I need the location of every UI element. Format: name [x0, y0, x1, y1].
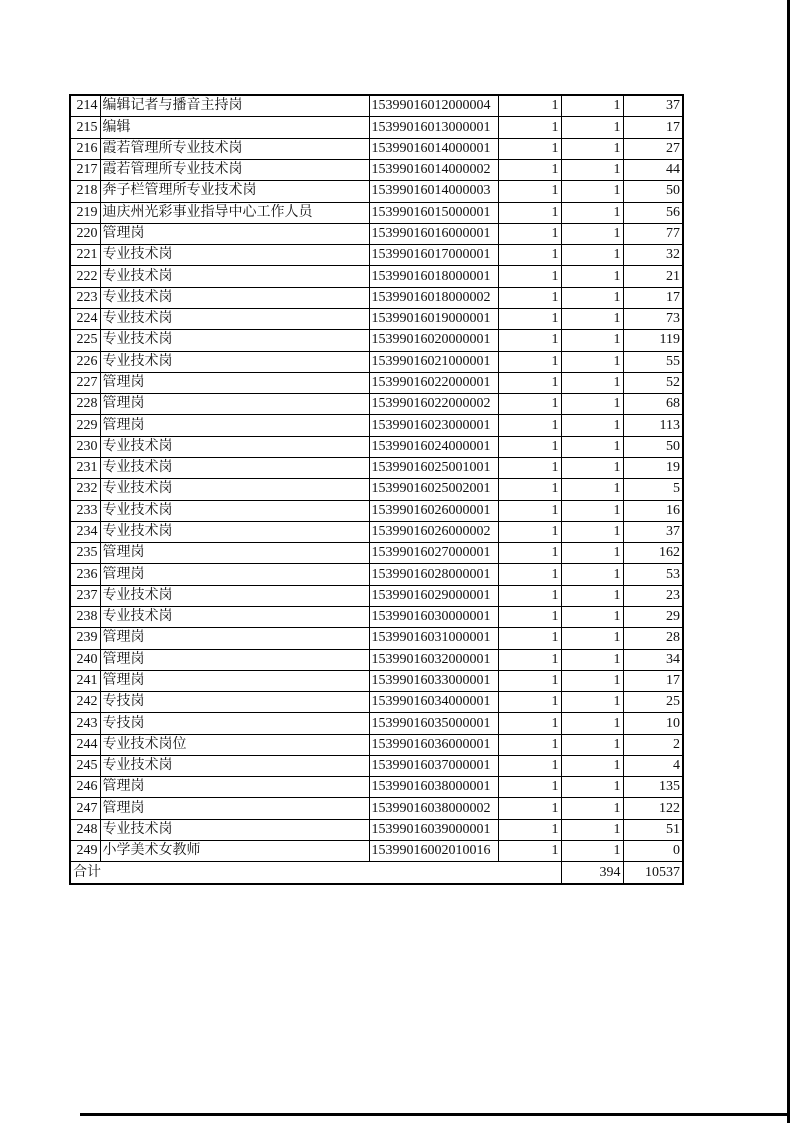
value2-cell: 1 — [561, 457, 623, 478]
position-code-cell: 15399016026000001 — [369, 500, 498, 521]
position-name-cell: 管理岗 — [100, 415, 369, 436]
row-number-cell: 236 — [70, 564, 100, 585]
position-name-cell: 霞若管理所专业技术岗 — [100, 160, 369, 181]
position-name-cell: 管理岗 — [100, 223, 369, 244]
table-row — [70, 521, 683, 542]
value2-cell: 1 — [561, 436, 623, 457]
row-number-cell: 215 — [70, 117, 100, 138]
total-row — [70, 862, 683, 884]
table-row — [70, 798, 683, 819]
row-number-cell: 233 — [70, 500, 100, 521]
table-row — [70, 628, 683, 649]
value1-cell: 1 — [498, 670, 561, 691]
table-row — [70, 309, 683, 330]
position-name-cell: 专业技术岗位 — [100, 734, 369, 755]
value3-cell: 73 — [623, 309, 683, 330]
position-code-cell: 15399016013000001 — [369, 117, 498, 138]
value1-cell: 1 — [498, 755, 561, 776]
value3-cell: 10 — [623, 713, 683, 734]
table-row — [70, 755, 683, 776]
row-number-cell: 217 — [70, 160, 100, 181]
value2-cell: 1 — [561, 713, 623, 734]
table-row — [70, 330, 683, 351]
value2-cell: 1 — [561, 394, 623, 415]
value1-cell: 1 — [498, 521, 561, 542]
value2-cell: 1 — [561, 543, 623, 564]
value3-cell: 4 — [623, 755, 683, 776]
position-code-cell: 15399016014000002 — [369, 160, 498, 181]
value3-cell: 17 — [623, 117, 683, 138]
position-code-cell: 15399016020000001 — [369, 330, 498, 351]
value3-cell: 2 — [623, 734, 683, 755]
position-code-cell: 15399016015000001 — [369, 202, 498, 223]
position-name-cell: 小学美术女教师 — [100, 841, 369, 862]
position-code-cell: 15399016033000001 — [369, 670, 498, 691]
value1-cell: 1 — [498, 479, 561, 500]
value3-cell: 77 — [623, 223, 683, 244]
position-code-cell: 15399016026000002 — [369, 521, 498, 542]
row-number-cell: 243 — [70, 713, 100, 734]
value3-cell: 56 — [623, 202, 683, 223]
table-row — [70, 287, 683, 308]
row-number-cell: 232 — [70, 479, 100, 500]
value1-cell: 1 — [498, 160, 561, 181]
position-code-cell: 15399016038000001 — [369, 777, 498, 798]
value3-cell: 122 — [623, 798, 683, 819]
position-name-cell: 管理岗 — [100, 394, 369, 415]
row-number-cell: 238 — [70, 606, 100, 627]
row-number-cell: 221 — [70, 245, 100, 266]
value2-cell: 1 — [561, 415, 623, 436]
value1-cell: 1 — [498, 543, 561, 564]
position-name-cell: 专业技术岗 — [100, 287, 369, 308]
value2-cell: 1 — [561, 202, 623, 223]
value2-cell: 1 — [561, 649, 623, 670]
row-number-cell: 248 — [70, 819, 100, 840]
table-row — [70, 479, 683, 500]
table-body — [70, 95, 683, 884]
row-number-cell: 222 — [70, 266, 100, 287]
value1-cell: 1 — [498, 266, 561, 287]
table-row — [70, 160, 683, 181]
table-row — [70, 266, 683, 287]
position-name-cell: 编辑 — [100, 117, 369, 138]
value3-cell: 17 — [623, 287, 683, 308]
position-code-cell: 15399016018000002 — [369, 287, 498, 308]
position-name-cell: 专业技术岗 — [100, 606, 369, 627]
value1-cell: 1 — [498, 436, 561, 457]
position-code-cell: 15399016014000003 — [369, 181, 498, 202]
position-code-cell: 15399016022000001 — [369, 372, 498, 393]
value1-cell: 1 — [498, 287, 561, 308]
table-row — [70, 138, 683, 159]
position-code-cell: 15399016030000001 — [369, 606, 498, 627]
table-row — [70, 606, 683, 627]
table-row — [70, 841, 683, 862]
value1-cell: 1 — [498, 777, 561, 798]
position-code-cell: 15399016018000001 — [369, 266, 498, 287]
value3-cell: 5 — [623, 479, 683, 500]
position-name-cell: 专业技术岗 — [100, 500, 369, 521]
value3-cell: 119 — [623, 330, 683, 351]
table-row — [70, 734, 683, 755]
value1-cell: 1 — [498, 606, 561, 627]
position-code-cell: 15399016016000001 — [369, 223, 498, 244]
table-row — [70, 692, 683, 713]
value3-cell: 37 — [623, 521, 683, 542]
table-row — [70, 819, 683, 840]
value3-cell: 23 — [623, 585, 683, 606]
value2-cell: 1 — [561, 245, 623, 266]
value3-cell: 113 — [623, 415, 683, 436]
total-positions-cell: 394 — [561, 862, 623, 884]
table-row — [70, 436, 683, 457]
positions-table — [69, 94, 684, 885]
total-applicants-cell: 10537 — [623, 862, 683, 884]
value1-cell: 1 — [498, 415, 561, 436]
position-name-cell: 专业技术岗 — [100, 330, 369, 351]
value3-cell: 34 — [623, 649, 683, 670]
value2-cell: 1 — [561, 287, 623, 308]
value2-cell: 1 — [561, 372, 623, 393]
table-row — [70, 777, 683, 798]
value1-cell: 1 — [498, 734, 561, 755]
table-row — [70, 564, 683, 585]
position-name-cell: 霞若管理所专业技术岗 — [100, 138, 369, 159]
value1-cell: 1 — [498, 223, 561, 244]
position-code-cell: 15399016034000001 — [369, 692, 498, 713]
value3-cell: 52 — [623, 372, 683, 393]
value2-cell: 1 — [561, 734, 623, 755]
value3-cell: 25 — [623, 692, 683, 713]
value1-cell: 1 — [498, 394, 561, 415]
value3-cell: 27 — [623, 138, 683, 159]
row-number-cell: 219 — [70, 202, 100, 223]
value3-cell: 16 — [623, 500, 683, 521]
value2-cell: 1 — [561, 755, 623, 776]
position-name-cell: 管理岗 — [100, 649, 369, 670]
row-number-cell: 246 — [70, 777, 100, 798]
position-name-cell: 管理岗 — [100, 777, 369, 798]
position-code-cell: 15399016036000001 — [369, 734, 498, 755]
row-number-cell: 228 — [70, 394, 100, 415]
table-row — [70, 223, 683, 244]
position-code-cell: 15399016019000001 — [369, 309, 498, 330]
row-number-cell: 244 — [70, 734, 100, 755]
row-number-cell: 237 — [70, 585, 100, 606]
value1-cell: 1 — [498, 309, 561, 330]
position-name-cell: 专业技术岗 — [100, 266, 369, 287]
row-number-cell: 230 — [70, 436, 100, 457]
value1-cell: 1 — [498, 841, 561, 862]
value1-cell: 1 — [498, 117, 561, 138]
value1-cell: 1 — [498, 500, 561, 521]
position-name-cell: 管理岗 — [100, 798, 369, 819]
value2-cell: 1 — [561, 777, 623, 798]
value1-cell: 1 — [498, 245, 561, 266]
row-number-cell: 220 — [70, 223, 100, 244]
row-number-cell: 235 — [70, 543, 100, 564]
position-name-cell: 专业技术岗 — [100, 245, 369, 266]
row-number-cell: 231 — [70, 457, 100, 478]
position-name-cell: 专业技术岗 — [100, 521, 369, 542]
position-name-cell: 专业技术岗 — [100, 819, 369, 840]
table-row — [70, 95, 683, 117]
position-name-cell: 专业技术岗 — [100, 585, 369, 606]
value2-cell: 1 — [561, 628, 623, 649]
row-number-cell: 224 — [70, 309, 100, 330]
value3-cell: 29 — [623, 606, 683, 627]
page-scan-edge-right — [787, 0, 790, 1123]
value1-cell: 1 — [498, 202, 561, 223]
position-name-cell: 管理岗 — [100, 564, 369, 585]
value3-cell: 21 — [623, 266, 683, 287]
value3-cell: 55 — [623, 351, 683, 372]
table-row — [70, 117, 683, 138]
value2-cell: 1 — [561, 223, 623, 244]
value2-cell: 1 — [561, 500, 623, 521]
value3-cell: 53 — [623, 564, 683, 585]
table-row — [70, 415, 683, 436]
page-scan-edge-bottom — [80, 1113, 790, 1116]
position-code-cell: 15399016012000004 — [369, 95, 498, 117]
value1-cell: 1 — [498, 819, 561, 840]
value2-cell: 1 — [561, 309, 623, 330]
position-code-cell: 15399016021000001 — [369, 351, 498, 372]
value1-cell: 1 — [498, 628, 561, 649]
value2-cell: 1 — [561, 606, 623, 627]
table-row — [70, 202, 683, 223]
row-number-cell: 218 — [70, 181, 100, 202]
row-number-cell: 227 — [70, 372, 100, 393]
value2-cell: 1 — [561, 95, 623, 117]
position-name-cell: 迪庆州光彩事业指导中心工作人员 — [100, 202, 369, 223]
value1-cell: 1 — [498, 330, 561, 351]
value1-cell: 1 — [498, 649, 561, 670]
position-code-cell: 15399016023000001 — [369, 415, 498, 436]
value2-cell: 1 — [561, 585, 623, 606]
value1-cell: 1 — [498, 798, 561, 819]
table-row — [70, 543, 683, 564]
value2-cell: 1 — [561, 819, 623, 840]
value1-cell: 1 — [498, 692, 561, 713]
table-row — [70, 457, 683, 478]
position-name-cell: 奔子栏管理所专业技术岗 — [100, 181, 369, 202]
value3-cell: 19 — [623, 457, 683, 478]
value3-cell: 162 — [623, 543, 683, 564]
value2-cell: 1 — [561, 117, 623, 138]
value1-cell: 1 — [498, 457, 561, 478]
value3-cell: 135 — [623, 777, 683, 798]
value2-cell: 1 — [561, 138, 623, 159]
position-name-cell: 专技岗 — [100, 713, 369, 734]
value2-cell: 1 — [561, 160, 623, 181]
row-number-cell: 226 — [70, 351, 100, 372]
row-number-cell: 240 — [70, 649, 100, 670]
row-number-cell: 242 — [70, 692, 100, 713]
position-code-cell: 15399016024000001 — [369, 436, 498, 457]
value1-cell: 1 — [498, 585, 561, 606]
row-number-cell: 245 — [70, 755, 100, 776]
value3-cell: 28 — [623, 628, 683, 649]
value3-cell: 50 — [623, 436, 683, 457]
position-code-cell: 15399016025001001 — [369, 457, 498, 478]
value2-cell: 1 — [561, 692, 623, 713]
value3-cell: 0 — [623, 841, 683, 862]
value1-cell: 1 — [498, 372, 561, 393]
value2-cell: 1 — [561, 479, 623, 500]
position-code-cell: 15399016035000001 — [369, 713, 498, 734]
position-code-cell: 15399016037000001 — [369, 755, 498, 776]
value2-cell: 1 — [561, 841, 623, 862]
position-code-cell: 15399016027000001 — [369, 543, 498, 564]
value3-cell: 37 — [623, 95, 683, 117]
position-code-cell: 15399016017000001 — [369, 245, 498, 266]
table-row — [70, 713, 683, 734]
value2-cell: 1 — [561, 181, 623, 202]
value3-cell: 44 — [623, 160, 683, 181]
position-code-cell: 15399016029000001 — [369, 585, 498, 606]
value1-cell: 1 — [498, 351, 561, 372]
table-row — [70, 245, 683, 266]
row-number-cell: 216 — [70, 138, 100, 159]
row-number-cell: 247 — [70, 798, 100, 819]
position-code-cell: 15399016025002001 — [369, 479, 498, 500]
position-name-cell: 专业技术岗 — [100, 351, 369, 372]
value1-cell: 1 — [498, 564, 561, 585]
row-number-cell: 234 — [70, 521, 100, 542]
row-number-cell: 223 — [70, 287, 100, 308]
row-number-cell: 214 — [70, 95, 100, 117]
table-row — [70, 372, 683, 393]
table-row — [70, 670, 683, 691]
position-name-cell: 专业技术岗 — [100, 479, 369, 500]
row-number-cell: 249 — [70, 841, 100, 862]
table-row — [70, 585, 683, 606]
total-label-cell: 合计 — [70, 862, 561, 884]
value3-cell: 51 — [623, 819, 683, 840]
value1-cell: 1 — [498, 95, 561, 117]
value2-cell: 1 — [561, 266, 623, 287]
row-number-cell: 225 — [70, 330, 100, 351]
position-name-cell: 专业技术岗 — [100, 309, 369, 330]
position-code-cell: 15399016014000001 — [369, 138, 498, 159]
value1-cell: 1 — [498, 138, 561, 159]
position-name-cell: 专业技术岗 — [100, 436, 369, 457]
value1-cell: 1 — [498, 181, 561, 202]
value3-cell: 68 — [623, 394, 683, 415]
position-code-cell: 15399016022000002 — [369, 394, 498, 415]
row-number-cell: 241 — [70, 670, 100, 691]
position-code-cell: 15399016002010016 — [369, 841, 498, 862]
value2-cell: 1 — [561, 798, 623, 819]
position-code-cell: 15399016039000001 — [369, 819, 498, 840]
position-code-cell: 15399016028000001 — [369, 564, 498, 585]
position-name-cell: 专技岗 — [100, 692, 369, 713]
position-name-cell: 管理岗 — [100, 543, 369, 564]
table-row — [70, 500, 683, 521]
table-row — [70, 351, 683, 372]
row-number-cell: 229 — [70, 415, 100, 436]
table-row — [70, 649, 683, 670]
position-name-cell: 管理岗 — [100, 628, 369, 649]
position-name-cell: 管理岗 — [100, 670, 369, 691]
value2-cell: 1 — [561, 564, 623, 585]
table-row — [70, 394, 683, 415]
value3-cell: 17 — [623, 670, 683, 691]
value2-cell: 1 — [561, 330, 623, 351]
value1-cell: 1 — [498, 713, 561, 734]
position-name-cell: 专业技术岗 — [100, 457, 369, 478]
position-code-cell: 15399016038000002 — [369, 798, 498, 819]
table-row — [70, 181, 683, 202]
value3-cell: 32 — [623, 245, 683, 266]
position-name-cell: 编辑记者与播音主持岗 — [100, 95, 369, 117]
value3-cell: 50 — [623, 181, 683, 202]
value2-cell: 1 — [561, 351, 623, 372]
row-number-cell: 239 — [70, 628, 100, 649]
position-name-cell: 专业技术岗 — [100, 755, 369, 776]
position-code-cell: 15399016032000001 — [369, 649, 498, 670]
value2-cell: 1 — [561, 521, 623, 542]
position-name-cell: 管理岗 — [100, 372, 369, 393]
position-code-cell: 15399016031000001 — [369, 628, 498, 649]
value2-cell: 1 — [561, 670, 623, 691]
